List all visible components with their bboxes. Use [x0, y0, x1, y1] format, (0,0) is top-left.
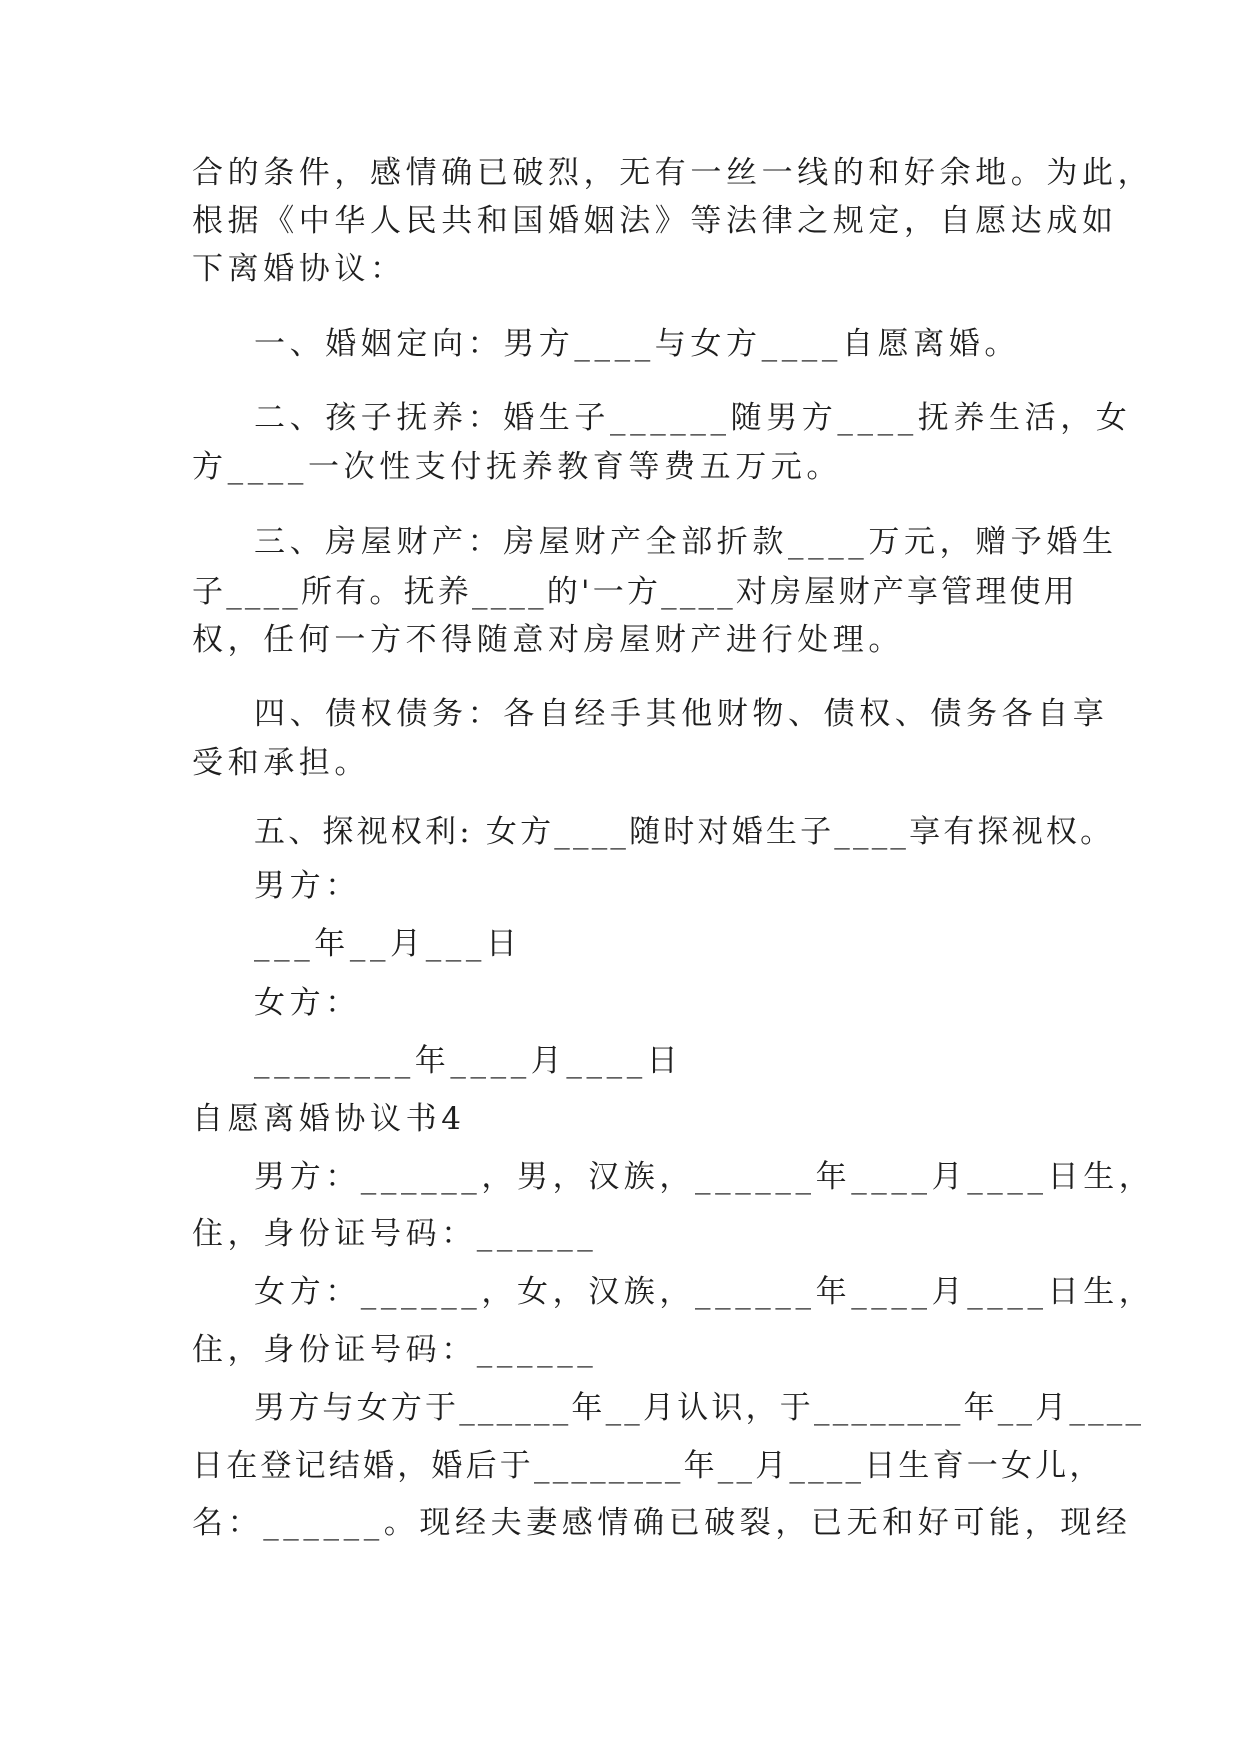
- paragraph-line: 合的条件，感情确已破烈，无有一丝一线的和好余地。为此，: [192, 155, 1154, 191]
- clause-visitation: 五、探视权利: 女方____随时对婚生子____享有探视权。: [254, 814, 1115, 850]
- male-party-info: 男方：______，男，汉族，______年____月____日生，: [254, 1159, 1155, 1195]
- paragraph-line: 名：______。现经夫妻感情确已破裂，已无和好可能，现经: [192, 1505, 1132, 1541]
- signature-female-date: ________年____月____日: [254, 1043, 683, 1079]
- clause-debts: 四、债权债务：各自经手其他财物、债权、债务各自享: [254, 696, 1109, 732]
- paragraph-line: 下离婚协议：: [192, 251, 406, 287]
- paragraph-line: 受和承担。: [192, 745, 370, 781]
- signature-male-date: ___年__月___日: [254, 926, 522, 962]
- female-party-info: 女方：______，女，汉族，______年____月____日生，: [254, 1274, 1155, 1310]
- signature-female-label: 女方：: [254, 985, 361, 1021]
- clause-property: 三、房屋财产：房屋财产全部折款____万元，赠予婚生: [254, 524, 1118, 560]
- paragraph-line: 方____一次性支付抚养教育等费五万元。: [192, 449, 842, 485]
- signature-male-label: 男方：: [254, 868, 361, 904]
- paragraph-line: 子____所有。抚养____的'一方____对房屋财产享管理使用: [192, 574, 1078, 610]
- paragraph-line: 住，身份证号码：______: [192, 1332, 598, 1368]
- marriage-history: 男方与女方于______年__月认识，于________年__月____: [254, 1390, 1145, 1426]
- section-heading: 自愿离婚协议书4: [192, 1101, 466, 1137]
- paragraph-line: 日在登记结婚，婚后于________年__月____日生育一女儿，: [192, 1448, 1104, 1484]
- clause-marriage: 一、婚姻定向：男方____与女方____自愿离婚。: [254, 326, 1020, 362]
- clause-child-custody: 二、孩子抚养：婚生子______随男方____抚养生活，女: [254, 400, 1132, 436]
- paragraph-line: 权，任何一方不得随意对房屋财产进行处理。: [192, 622, 904, 658]
- paragraph-line: 根据《中华人民共和国婚姻法》等法律之规定，自愿达成如: [192, 203, 1118, 239]
- paragraph-line: 住，身份证号码：______: [192, 1216, 598, 1252]
